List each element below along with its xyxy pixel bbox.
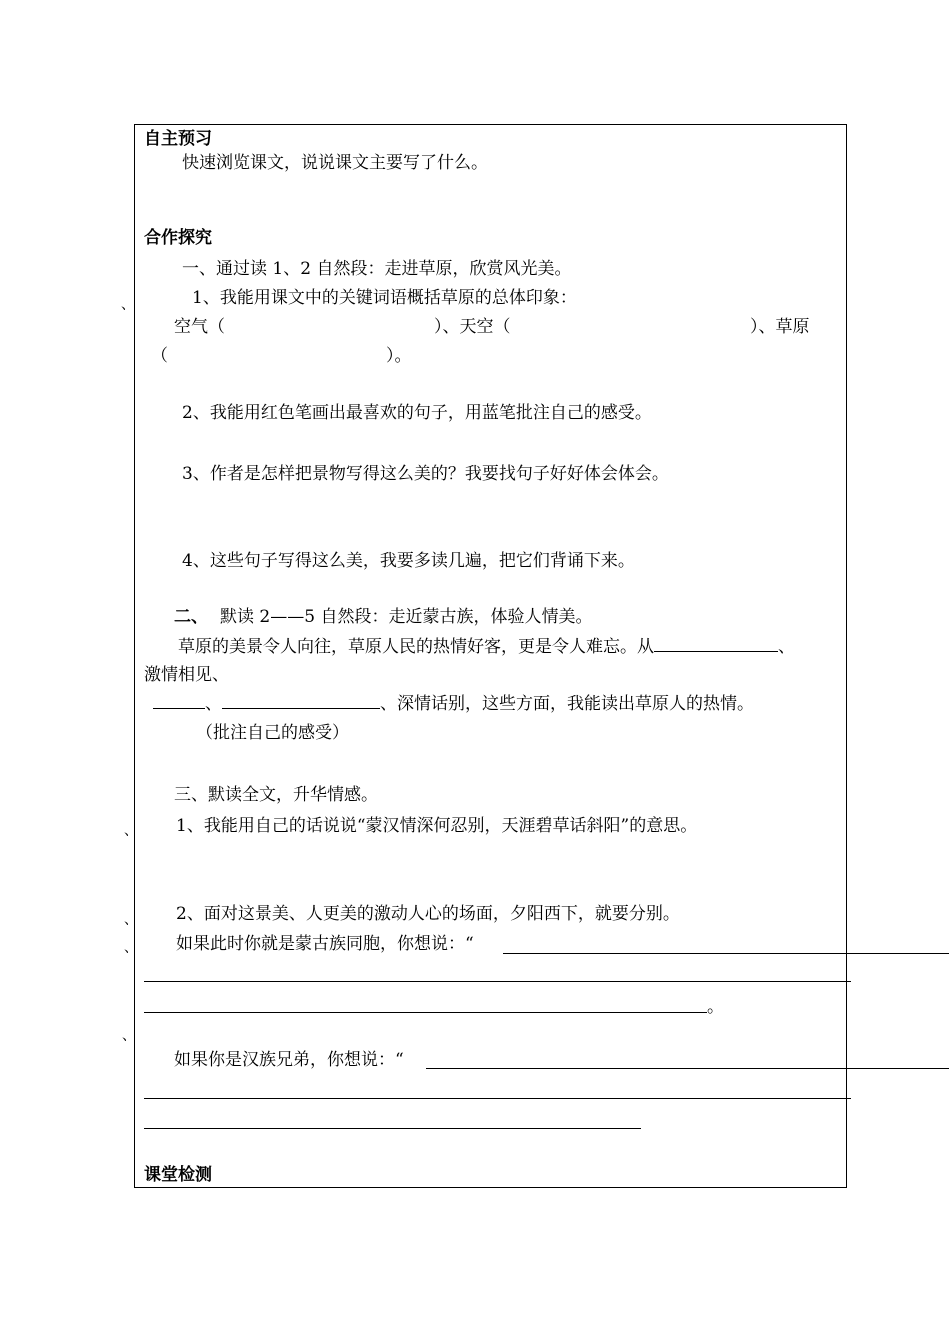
part2-title: 默读 2——5 自然段：走近蒙古族，体验人情美。 — [220, 607, 593, 627]
label-sky: ）、天空（ — [434, 317, 511, 337]
part1-title: 一、通过读 1、2 自然段：走进草原，欣赏风光美。 — [182, 259, 572, 279]
margin-mark: 、 — [122, 1028, 136, 1044]
heading-explore: 合作探究 — [144, 228, 212, 248]
part2-sep3: 、深情话别，这些方面，我能读出草原人的热情。 — [380, 694, 754, 714]
part2-blank-line — [153, 692, 754, 715]
part2-note: （批注自己的感受） — [196, 723, 349, 743]
part3-title: 三、默读全文，升华情感。 — [174, 785, 378, 805]
blank-1[interactable] — [654, 635, 778, 652]
part1-q2: 2、我能用红色笔画出最喜欢的句子，用蓝笔批注自己的感受。 — [182, 403, 652, 423]
part1-q3: 3、作者是怎样把景物写得这么美的？我要找句子好好体会体会。 — [182, 464, 669, 484]
answer-line-mongol-2[interactable] — [144, 981, 851, 982]
part2-sep1: 、 — [778, 637, 795, 657]
part1-q1: 1、我能用课文中的关键词语概括草原的总体印象： — [192, 288, 577, 308]
answer-line-han-3[interactable] — [144, 1128, 641, 1129]
label-air: 空气（ — [174, 317, 225, 337]
margin-mark: 、 — [124, 823, 138, 839]
heading-check: 课堂检测 — [144, 1165, 212, 1185]
answer-line-han-2[interactable] — [144, 1098, 851, 1099]
answer-line-han-1[interactable] — [426, 1068, 949, 1069]
part3-han: 如果你是汉族兄弟，你想说：“ — [174, 1050, 404, 1070]
blank-3[interactable] — [222, 692, 380, 709]
part2-num: 二、 — [174, 607, 208, 627]
part2-text2: 激情相见、 — [144, 665, 229, 685]
margin-mark: 、 — [121, 297, 135, 313]
part3-q1: 1、我能用自己的话说说“蒙汉情深何忍别，天涯碧草话斜阳”的意思。 — [176, 816, 698, 836]
margin-mark: 、 — [124, 940, 138, 956]
preview-task: 快速浏览课文，说说课文主要写了什么。 — [182, 153, 488, 173]
part2-text1-content: 草原的美景令人向往，草原人民的热情好客，更是令人难忘。从 — [178, 637, 654, 657]
margin-mark: 、 — [124, 912, 138, 928]
part2-text1 — [178, 635, 795, 658]
blank-2[interactable] — [153, 692, 205, 709]
label-grass: ）、草原 — [750, 317, 810, 337]
answer-line-mongol-1[interactable] — [503, 953, 949, 954]
grass-close-paren: ）。 — [386, 346, 412, 366]
period-mark: 。 — [707, 997, 724, 1017]
part1-q4: 4、这些句子写得这么美，我要多读几遍，把它们背诵下来。 — [182, 551, 635, 571]
answer-line-mongol-3[interactable] — [144, 1012, 707, 1013]
part2-sep2: 、 — [205, 694, 222, 714]
grass-open-paren: （ — [151, 346, 168, 366]
part3-mongol: 如果此时你就是蒙古族同胞，你想说：“ — [176, 934, 474, 954]
part3-q2: 2、面对这景美、人更美的激动人心的场面，夕阳西下，就要分别。 — [176, 904, 680, 924]
heading-preview: 自主预习 — [144, 129, 212, 149]
